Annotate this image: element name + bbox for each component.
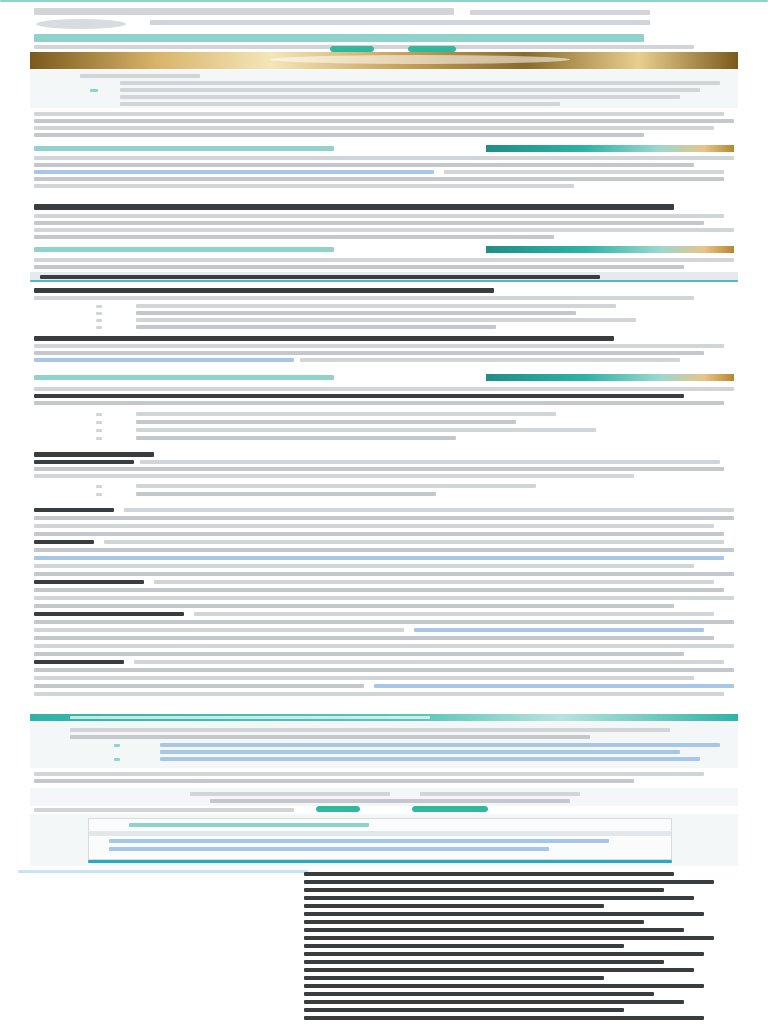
text-line [34, 620, 734, 624]
related-section-title [70, 716, 430, 719]
bullet-dot [96, 305, 102, 308]
subheading-bold [34, 452, 154, 457]
section-heading[interactable] [34, 375, 334, 380]
footer-card [88, 818, 672, 860]
list-item [136, 428, 596, 432]
text-line [304, 952, 704, 956]
list-item [136, 325, 496, 329]
footer-card-title [129, 823, 369, 827]
text-line [304, 1008, 624, 1012]
text-line [300, 358, 680, 362]
text-line [34, 628, 404, 632]
related-link[interactable] [160, 743, 720, 747]
list-item [136, 412, 556, 416]
list-item [136, 318, 636, 322]
summary-marker [90, 89, 98, 92]
text-line [34, 184, 574, 188]
text-line [304, 960, 664, 964]
related-intro [70, 728, 670, 732]
section-heading[interactable] [34, 247, 334, 252]
summary-line [120, 102, 560, 106]
footer-card-link[interactable] [109, 839, 609, 843]
list-item [136, 304, 616, 308]
header-meta-text [470, 10, 650, 15]
avatar-icon [36, 19, 126, 29]
section-banner [486, 374, 734, 381]
section-banner [486, 145, 734, 152]
summary-line [120, 88, 700, 92]
inline-link[interactable] [34, 170, 434, 174]
text-line [140, 460, 720, 464]
footer-nav-text[interactable] [420, 792, 580, 796]
bullet-dot [96, 429, 102, 432]
text-line [34, 387, 734, 391]
article-paragraph [34, 112, 734, 142]
toolbar-text [40, 275, 600, 279]
breadcrumb[interactable] [18, 870, 308, 873]
page-title [34, 34, 644, 42]
inline-link[interactable] [414, 628, 704, 632]
text-line [34, 644, 734, 648]
related-bullet [114, 744, 120, 747]
related-section-header [30, 714, 738, 721]
sidebar-text-column [304, 872, 724, 1022]
bullet-dot [96, 326, 102, 329]
footer-card-stripe [89, 831, 671, 836]
related-intro [70, 735, 590, 739]
text-line [304, 936, 714, 940]
bullet-dot [96, 485, 102, 488]
text-line [304, 888, 664, 892]
toolbar-progress [30, 280, 738, 282]
text-line [34, 692, 724, 696]
bullet-dot [96, 312, 102, 315]
bullet-list [96, 484, 696, 502]
text-line [34, 156, 734, 160]
bullet-list [96, 304, 696, 330]
text-line [34, 401, 724, 405]
footer-card-link[interactable] [109, 847, 549, 851]
list-item [136, 492, 436, 496]
text-line-bold [34, 612, 184, 616]
text-line [304, 912, 704, 916]
footer-nav-text[interactable] [190, 792, 390, 796]
text-line [124, 508, 734, 512]
article-paragraph [34, 156, 734, 200]
footer-nav-text[interactable] [210, 799, 570, 803]
text-line [304, 896, 694, 900]
text-line [34, 265, 684, 269]
header-nav-line[interactable] [150, 20, 650, 25]
text-line [34, 588, 724, 592]
text-line [134, 660, 724, 664]
section-banner [486, 246, 734, 253]
bullet-list [96, 412, 696, 446]
text-line [304, 880, 714, 884]
footer-box [30, 814, 738, 866]
text-line [34, 516, 734, 520]
text-line [34, 221, 704, 225]
related-links-panel [30, 722, 738, 768]
text-line [34, 126, 714, 130]
list-item [136, 311, 576, 315]
footer-progress-bar [88, 860, 672, 863]
header [0, 4, 768, 50]
text-line [34, 214, 724, 218]
bullet-dot [96, 493, 102, 496]
text-line [34, 524, 714, 528]
text-line [34, 636, 714, 640]
summary-line [120, 95, 680, 99]
summary-panel [30, 70, 738, 108]
related-link[interactable] [160, 757, 700, 761]
inline-link[interactable] [34, 358, 294, 362]
header-site-title[interactable] [34, 8, 454, 15]
bullet-dot [96, 413, 102, 416]
inline-link[interactable] [374, 684, 734, 688]
text-line [104, 540, 724, 544]
text-line [304, 872, 674, 876]
text-line [304, 984, 704, 988]
hero-banner-highlight [270, 55, 570, 64]
bullet-dot [96, 421, 102, 424]
subheading-bold [34, 204, 674, 210]
text-line [194, 612, 714, 616]
footer-caption [34, 808, 294, 812]
subheading-bold [34, 460, 134, 464]
text-line [34, 676, 694, 680]
text-line [34, 772, 704, 776]
text-line [304, 928, 684, 932]
summary-label [80, 74, 200, 78]
text-line [34, 652, 684, 656]
related-link[interactable] [160, 750, 680, 754]
inline-link[interactable] [34, 556, 724, 560]
text-line [304, 1000, 684, 1004]
toolbar-strip [30, 272, 738, 282]
text-line [34, 228, 734, 232]
text-line [34, 532, 724, 536]
list-item [136, 436, 456, 440]
subheading-bold [34, 336, 614, 341]
text-line [34, 779, 634, 783]
list-heading [34, 288, 494, 293]
text-line-bold [34, 394, 684, 398]
text-line [34, 133, 644, 137]
top-accent-line [0, 0, 768, 2]
text-line [304, 920, 644, 924]
text-line [34, 474, 634, 478]
footer-nav [30, 788, 738, 806]
text-line [34, 572, 734, 576]
text-line [34, 163, 694, 167]
text-line-bold [34, 580, 144, 584]
next-button[interactable] [412, 806, 488, 812]
bullet-dot [96, 319, 102, 322]
text-line [304, 944, 624, 948]
text-line [304, 904, 604, 908]
summary-line [120, 81, 720, 85]
text-line [304, 968, 694, 972]
list-item [136, 484, 536, 488]
text-line [304, 992, 654, 996]
text-line [304, 1016, 704, 1020]
text-line [34, 344, 724, 348]
hero-banner [30, 52, 738, 69]
list-item [136, 420, 516, 424]
related-bullet [114, 758, 120, 761]
text-line [34, 684, 364, 688]
text-line [34, 351, 704, 355]
text-line [34, 296, 694, 300]
text-line [34, 596, 734, 600]
text-line [34, 235, 554, 239]
text-line [34, 112, 724, 116]
text-line [34, 119, 734, 123]
text-line [34, 548, 734, 552]
prev-button[interactable] [316, 806, 360, 812]
text-line [444, 170, 724, 174]
text-line [34, 668, 734, 672]
article-body [34, 508, 734, 708]
text-line [34, 177, 724, 181]
text-line [34, 604, 674, 608]
section-heading[interactable] [34, 146, 334, 151]
bullet-dot [96, 437, 102, 440]
text-line-bold [34, 660, 124, 664]
text-line [154, 580, 714, 584]
text-line [34, 564, 694, 568]
text-line [34, 258, 734, 262]
text-line-bold [34, 540, 94, 544]
text-line-bold [34, 508, 114, 512]
text-line [304, 976, 604, 980]
text-line [34, 467, 724, 471]
